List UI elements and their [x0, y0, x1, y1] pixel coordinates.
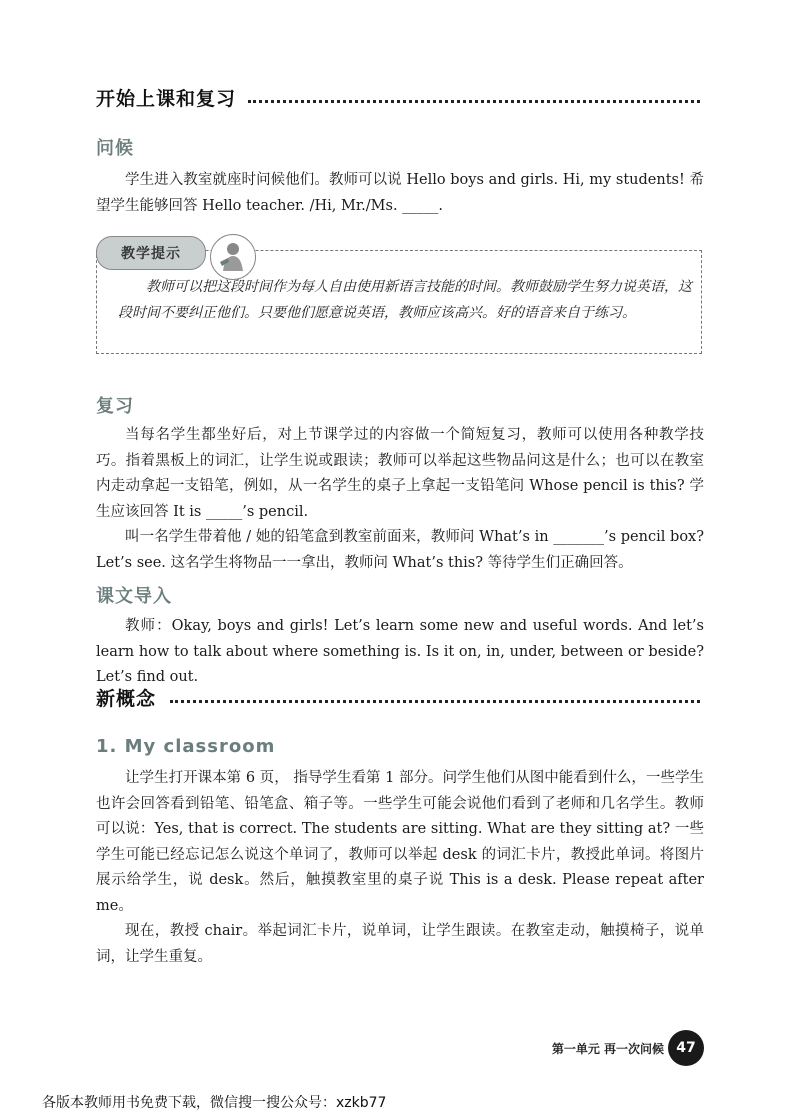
lead-in-paragraph: [96, 614, 704, 691]
section-title-start: 开始上课和复习: [96, 88, 237, 110]
teacher-figure-icon: [216, 240, 250, 274]
page-number: 47: [668, 1030, 704, 1066]
review-paragraph-1: 当每名学生都坐好后，对上节课学过的内容做一个简短复习，教师可以使用各种教学技巧。指着黑板上的词汇，让学生说或跟读；教师可以举起这些物品问这是什么；也可以在教室内走动拿起一支铅笔，例如，从一名学生的桌子上拿起一支铅笔问 Whose pencil is this? 学生应该回答 It is _____’s pencil.: [96, 427, 704, 520]
subsection-title-review: 复习: [96, 396, 134, 417]
teaching-tip-label: 教学提示: [96, 236, 206, 270]
greeting-paragraph: [96, 168, 704, 219]
lead-in-text: 教师：Okay, boys and girls! Let’s learn some new and useful words. And let’s learn how to talk about where something is. Is it on, in, under, between or beside? Let’s find out.: [96, 618, 704, 685]
watermark-text: 各版本教师用书免费下载，微信搜一搜公众号：xzkb77: [42, 1095, 387, 1111]
classroom-paragraphs: [96, 766, 704, 970]
section-divider: [248, 100, 700, 103]
footer-unit-label: 第一单元 再一次问候: [551, 1042, 664, 1056]
section-title-new-concepts: 新概念: [96, 688, 157, 710]
greeting-text: 学生进入教室就座时问候他们。教师可以说 Hello boys and girls. Hi, my students! 希望学生能够回答 Hello teacher. /Hi, Mr./Ms. _____.: [96, 172, 704, 214]
section-divider: [170, 700, 700, 703]
classroom-paragraph-2: 现在，教授 chair。举起词汇卡片，说单词，让学生跟读。在教室走动，触摸椅子，说单词，让学生重复。: [96, 923, 704, 965]
subsection-title-lead-in: 课文导入: [96, 586, 172, 607]
classroom-paragraph-1: 让学生打开课本第 6 页， 指导学生看第 1 部分。问学生他们从图中能看到什么，一些学生也许会回答看到铅笔、铅笔盒、箱子等。一些学生可能会说他们看到了老师和几名学生。教师可以说：Yes, that is correct. The students are sitting. What are they sitting at? 一些学生可能已经忘记怎么说这个单词了，教师可以举起 desk 的词汇卡片，教授此单词。将图片展示给学生，说 desk。然后，触摸教室里的桌子说 This is a desk. Please repeat after me。: [96, 770, 704, 914]
review-paragraphs: [96, 423, 704, 576]
subsection-title-my-classroom: 1. My classroom: [96, 736, 276, 757]
subsection-title-greeting: 问候: [96, 138, 134, 159]
teaching-tip-paragraph: 教师可以把这段时间作为每人自由使用新语言技能的时间。教师鼓励学生努力说英语，这段时间不要纠正他们。只要他们愿意说英语，教师应该高兴。好的语音来自于练习。: [118, 279, 692, 321]
review-paragraph-2: 叫一名学生带着他 / 她的铅笔盒到教室前面来，教师问 What’s in _______’s pencil box? Let’s see. 这名学生将物品一一拿出，教师问 What’s this? 等待学生们正确回答。: [96, 529, 704, 571]
teaching-tip-text: [118, 274, 694, 326]
